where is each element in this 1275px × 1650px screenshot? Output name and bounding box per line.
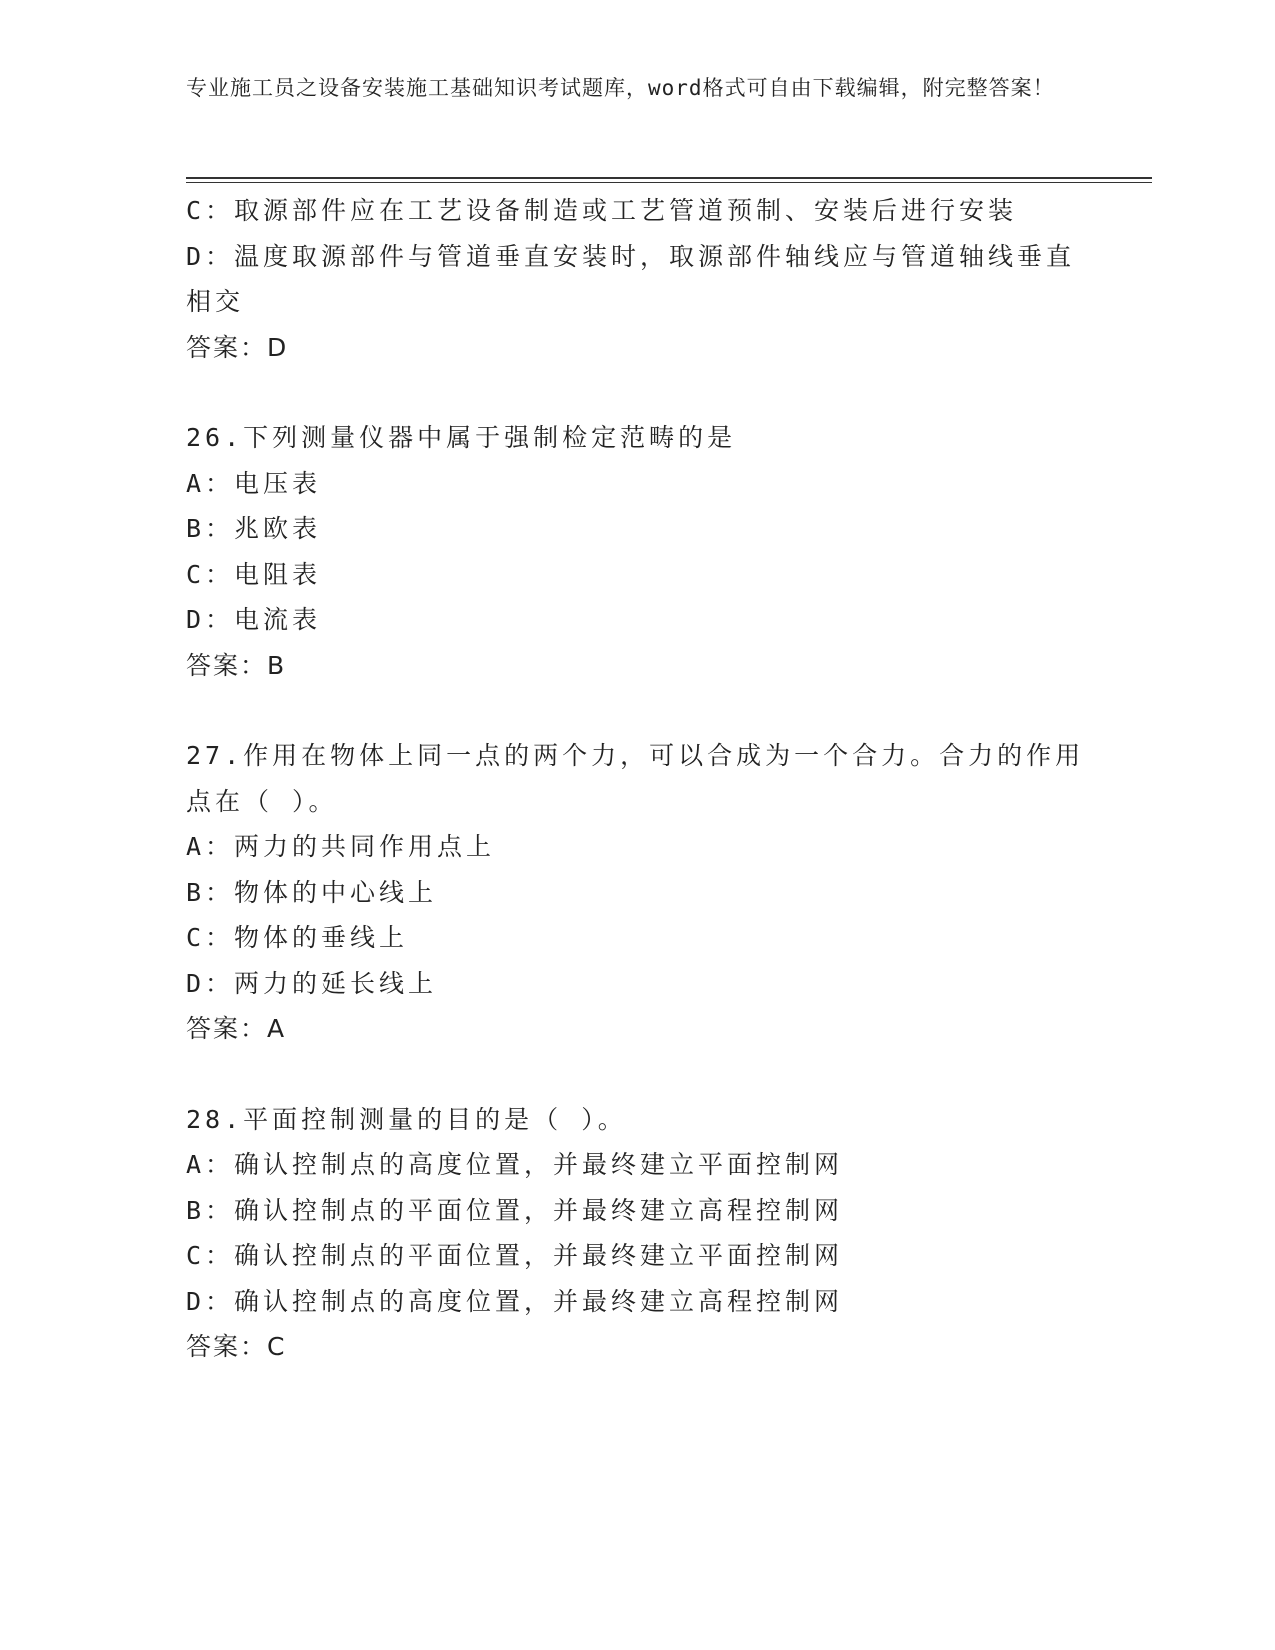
- option-d: D：温度取源部件与管道垂直安装时，取源部件轴线应与管道轴线垂直相交: [186, 241, 1076, 316]
- option-b: B：兆欧表: [186, 514, 322, 543]
- question-25-continued: [186, 188, 1086, 370]
- question-stem: 26.下列测量仪器中属于强制检定范畴的是: [186, 423, 737, 452]
- spacer: [186, 688, 1086, 733]
- question-stem: 27.作用在物体上同一点的两个力，可以合成为一个合力。合力的作用点在（ ）。: [186, 741, 1085, 816]
- option-a: A：电压表: [186, 468, 322, 498]
- answer: 答案：B: [186, 650, 287, 680]
- option-d: D：确认控制点的高度位置，并最终建立高程控制网: [186, 1286, 844, 1316]
- option-c: C：确认控制点的平面位置，并最终建立平面控制网: [186, 1241, 844, 1270]
- header-rule-thick: [186, 177, 1152, 179]
- option-c: C：电阻表: [186, 559, 322, 589]
- question-27: [186, 733, 1086, 1052]
- question-stem: 28.平面控制测量的目的是（ ）。: [186, 1104, 627, 1134]
- option-c: C：取源部件应在工艺设备制造或工艺管道预制、安装后进行安装: [186, 196, 1018, 225]
- answer: 答案：D: [186, 332, 289, 362]
- question-26: [186, 415, 1086, 688]
- answer: 答案：A: [186, 1014, 287, 1043]
- spacer: [186, 1052, 1086, 1097]
- option-a: A：两力的共同作用点上: [186, 832, 496, 861]
- header-rule-thin: [186, 182, 1152, 183]
- option-d: D：两力的延长线上: [186, 968, 438, 998]
- question-28: [186, 1097, 1086, 1370]
- option-c: C：物体的垂线上: [186, 923, 409, 952]
- spacer: [186, 370, 1086, 415]
- document-header: 专业施工员之设备安装施工基础知识考试题库，word格式可自由下载编辑，附完整答案！: [186, 76, 1055, 100]
- option-b: B：确认控制点的平面位置，并最终建立高程控制网: [186, 1195, 844, 1225]
- option-d: D：电流表: [186, 605, 322, 634]
- option-b: B：物体的中心线上: [186, 877, 438, 907]
- option-a: A：确认控制点的高度位置，并最终建立平面控制网: [186, 1150, 844, 1179]
- answer: 答案：C: [186, 1332, 287, 1361]
- question-list: [186, 188, 1086, 1370]
